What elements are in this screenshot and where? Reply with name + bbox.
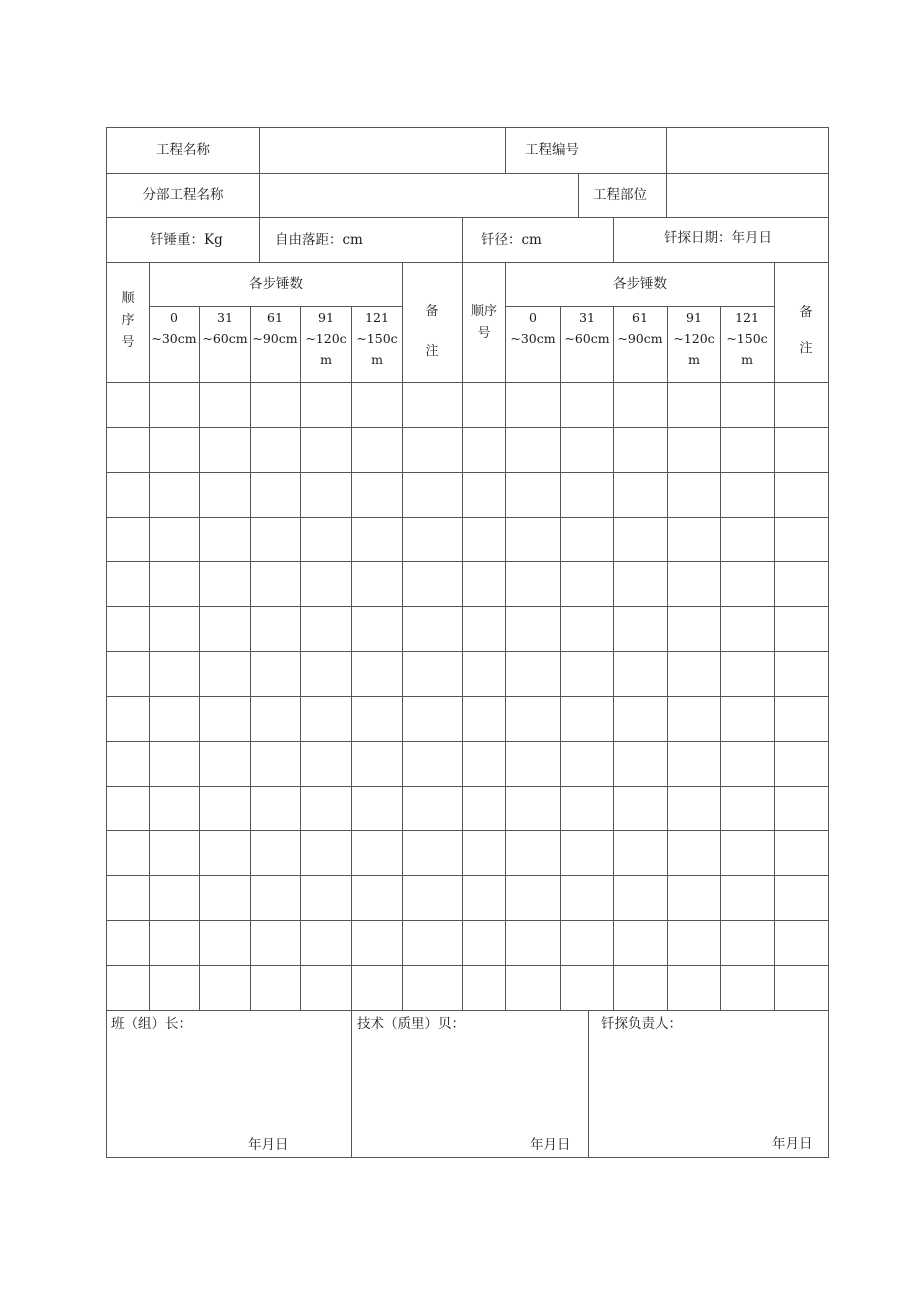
table-cell[interactable] xyxy=(150,428,198,471)
table-cell[interactable] xyxy=(251,697,299,740)
table-cell[interactable] xyxy=(614,876,666,919)
table-cell[interactable] xyxy=(463,697,504,740)
table-cell[interactable] xyxy=(721,876,773,919)
table-cell[interactable] xyxy=(668,652,719,695)
table-cell[interactable] xyxy=(352,518,401,560)
table-cell[interactable] xyxy=(668,742,719,785)
table-cell[interactable] xyxy=(614,383,666,426)
range-line: 0 xyxy=(170,310,178,325)
table-cell[interactable] xyxy=(721,831,773,874)
table-cell[interactable] xyxy=(200,966,249,1009)
table-cell[interactable] xyxy=(614,518,666,560)
table-cell[interactable] xyxy=(251,831,299,874)
table-cell[interactable] xyxy=(352,787,401,829)
table-cell[interactable] xyxy=(775,473,828,516)
table-cell[interactable] xyxy=(251,921,299,964)
table-cell[interactable] xyxy=(107,787,148,829)
table-cell[interactable] xyxy=(506,607,559,650)
table-cell[interactable] xyxy=(150,787,198,829)
left-blows-header: 各步锤数 xyxy=(249,276,303,292)
table-cell[interactable] xyxy=(506,518,559,560)
table-cell[interactable] xyxy=(614,652,666,695)
table-cell[interactable] xyxy=(614,607,666,650)
left-range-31-60 xyxy=(202,307,247,349)
table-cell[interactable] xyxy=(200,652,249,695)
table-cell[interactable] xyxy=(352,607,401,650)
table-cell[interactable] xyxy=(301,697,350,740)
table-cell[interactable] xyxy=(403,787,461,829)
table-cell[interactable] xyxy=(463,742,504,785)
table-cell[interactable] xyxy=(721,473,773,516)
table-cell[interactable] xyxy=(107,697,148,740)
table-cell[interactable] xyxy=(561,742,612,785)
left-seq-header xyxy=(121,288,134,354)
range-line: m xyxy=(688,352,700,367)
table-cell[interactable] xyxy=(561,473,612,516)
table-cell[interactable] xyxy=(403,966,461,1009)
rod-diameter-label: 钎径：cm xyxy=(481,232,542,248)
right-seq-header-line: 号 xyxy=(477,326,491,341)
project-number-field[interactable] xyxy=(668,129,827,171)
table-cell[interactable] xyxy=(200,607,249,650)
table-cell[interactable] xyxy=(352,876,401,919)
table-cell[interactable] xyxy=(775,742,828,785)
range-line: 61 xyxy=(632,310,648,325)
range-line: 121 xyxy=(735,310,759,325)
left-range-121-150 xyxy=(356,307,397,370)
range-line: 121 xyxy=(365,310,389,325)
table-cell[interactable] xyxy=(150,383,198,426)
table-cell[interactable] xyxy=(150,652,198,695)
table-cell[interactable] xyxy=(506,428,559,471)
table-cell[interactable] xyxy=(775,518,828,560)
table-cell[interactable] xyxy=(200,518,249,560)
table-cell[interactable] xyxy=(107,562,148,605)
table-cell[interactable] xyxy=(301,876,350,919)
range-line: 91 xyxy=(686,310,702,325)
table-cell[interactable] xyxy=(463,428,504,471)
range-line: 61 xyxy=(267,310,283,325)
project-name-field[interactable] xyxy=(261,129,504,171)
table-cell[interactable] xyxy=(301,742,350,785)
table-cell[interactable] xyxy=(506,473,559,516)
table-cell[interactable] xyxy=(251,966,299,1009)
left-seq-header-line: 号 xyxy=(121,335,135,350)
table-cell[interactable] xyxy=(352,921,401,964)
table-cell[interactable] xyxy=(561,518,612,560)
table-cell[interactable] xyxy=(200,562,249,605)
table-cell[interactable] xyxy=(561,921,612,964)
table-cell[interactable] xyxy=(561,831,612,874)
table-cell[interactable] xyxy=(150,518,198,560)
table-cell[interactable] xyxy=(561,966,612,1009)
range-line: ~30cm xyxy=(151,331,197,346)
project-name-label: 工程名称 xyxy=(156,142,210,158)
table-cell[interactable] xyxy=(561,607,612,650)
team-leader-date: 年月日 xyxy=(248,1137,289,1153)
table-cell[interactable] xyxy=(301,607,350,650)
table-cell[interactable] xyxy=(668,473,719,516)
table-cell[interactable] xyxy=(721,787,773,829)
table-cell[interactable] xyxy=(352,383,401,426)
table-cell[interactable] xyxy=(200,473,249,516)
table-cell[interactable] xyxy=(561,697,612,740)
table-cell[interactable] xyxy=(150,473,198,516)
right-range-61-90 xyxy=(617,307,662,349)
table-cell[interactable] xyxy=(403,562,461,605)
range-line: ~120c xyxy=(673,331,715,346)
table-cell[interactable] xyxy=(403,652,461,695)
table-cell[interactable] xyxy=(251,742,299,785)
table-cell[interactable] xyxy=(721,428,773,471)
table-cell[interactable] xyxy=(668,966,719,1009)
table-cell[interactable] xyxy=(463,787,504,829)
table-cell[interactable] xyxy=(561,652,612,695)
left-seq-header-line: 顺 xyxy=(121,291,135,306)
table-cell[interactable] xyxy=(251,383,299,426)
right-range-121-150 xyxy=(726,307,767,370)
table-cell[interactable] xyxy=(614,562,666,605)
left-remark-header-line: 备 xyxy=(425,304,439,319)
table-cell[interactable] xyxy=(200,787,249,829)
table-cell[interactable] xyxy=(506,921,559,964)
right-seq-header-line: 顺序 xyxy=(470,304,498,319)
table-cell[interactable] xyxy=(668,697,719,740)
table-cell[interactable] xyxy=(403,428,461,471)
left-remark-header xyxy=(425,292,438,372)
table-cell[interactable] xyxy=(506,697,559,740)
table-cell[interactable] xyxy=(775,966,828,1009)
table-cell[interactable] xyxy=(561,876,612,919)
table-cell[interactable] xyxy=(301,831,350,874)
table-cell[interactable] xyxy=(107,473,148,516)
table-cell[interactable] xyxy=(463,876,504,919)
table-cell[interactable] xyxy=(403,742,461,785)
table-cell[interactable] xyxy=(301,428,350,471)
table-cell[interactable] xyxy=(775,562,828,605)
table-cell[interactable] xyxy=(150,966,198,1009)
table-cell[interactable] xyxy=(775,831,828,874)
table-cell[interactable] xyxy=(775,607,828,650)
table-cell[interactable] xyxy=(614,831,666,874)
table-cell[interactable] xyxy=(775,697,828,740)
table-cell[interactable] xyxy=(463,562,504,605)
table-cell[interactable] xyxy=(614,697,666,740)
range-line: ~30cm xyxy=(510,331,556,346)
table-cell[interactable] xyxy=(614,428,666,471)
table-cell[interactable] xyxy=(352,473,401,516)
left-remark-header-line: 注 xyxy=(425,344,439,359)
table-cell[interactable] xyxy=(668,921,719,964)
table-cell[interactable] xyxy=(721,921,773,964)
range-line: ~120c xyxy=(305,331,347,346)
probe-date-label: 钎探日期：年月日 xyxy=(664,230,772,246)
table-cell[interactable] xyxy=(403,876,461,919)
right-remark-header-line: 注 xyxy=(799,341,813,356)
probe-record-form xyxy=(106,127,829,1158)
table-cell[interactable] xyxy=(301,966,350,1009)
table-cell[interactable] xyxy=(463,921,504,964)
technician-date: 年月日 xyxy=(530,1137,571,1153)
table-cell[interactable] xyxy=(352,697,401,740)
table-cell[interactable] xyxy=(352,966,401,1009)
table-cell[interactable] xyxy=(251,428,299,471)
table-cell[interactable] xyxy=(107,966,148,1009)
table-cell[interactable] xyxy=(775,383,828,426)
left-range-61-90 xyxy=(252,307,297,349)
table-cell[interactable] xyxy=(150,697,198,740)
range-line: ~150c xyxy=(726,331,768,346)
table-cell[interactable] xyxy=(200,742,249,785)
table-cell[interactable] xyxy=(352,562,401,605)
table-cell[interactable] xyxy=(301,921,350,964)
table-cell[interactable] xyxy=(506,966,559,1009)
table-cell[interactable] xyxy=(561,428,612,471)
table-cell[interactable] xyxy=(301,518,350,560)
table-cell[interactable] xyxy=(150,562,198,605)
table-cell[interactable] xyxy=(403,607,461,650)
table-cell[interactable] xyxy=(150,742,198,785)
range-line: ~60cm xyxy=(564,331,610,346)
table-cell[interactable] xyxy=(200,876,249,919)
table-cell[interactable] xyxy=(107,607,148,650)
table-cell[interactable] xyxy=(463,473,504,516)
table-cell[interactable] xyxy=(403,473,461,516)
table-cell[interactable] xyxy=(107,921,148,964)
range-line: 31 xyxy=(579,310,595,325)
table-cell[interactable] xyxy=(301,652,350,695)
range-line: 0 xyxy=(529,310,537,325)
table-cell[interactable] xyxy=(721,742,773,785)
technician-label: 技术（质里）贝： xyxy=(357,1016,465,1032)
range-line: m xyxy=(320,352,332,367)
table-cell[interactable] xyxy=(301,383,350,426)
table-cell[interactable] xyxy=(150,921,198,964)
table-cell[interactable] xyxy=(107,831,148,874)
table-cell[interactable] xyxy=(200,383,249,426)
table-cell[interactable] xyxy=(775,652,828,695)
left-range-91-120 xyxy=(305,307,346,370)
table-cell[interactable] xyxy=(150,876,198,919)
table-cell[interactable] xyxy=(668,787,719,829)
subproject-name-label: 分部工程名称 xyxy=(142,187,224,203)
table-cell[interactable] xyxy=(251,787,299,829)
table-cell[interactable] xyxy=(506,876,559,919)
table-cell[interactable] xyxy=(251,607,299,650)
table-cell[interactable] xyxy=(506,831,559,874)
table-cell[interactable] xyxy=(721,518,773,560)
table-cell[interactable] xyxy=(614,742,666,785)
table-cell[interactable] xyxy=(668,518,719,560)
table-cell[interactable] xyxy=(463,518,504,560)
project-part-field[interactable] xyxy=(668,175,827,216)
table-cell[interactable] xyxy=(352,428,401,471)
table-cell[interactable] xyxy=(352,652,401,695)
table-cell[interactable] xyxy=(301,562,350,605)
table-cell[interactable] xyxy=(352,831,401,874)
project-part-label: 工程部位 xyxy=(593,187,647,203)
table-cell[interactable] xyxy=(506,787,559,829)
subproject-name-field[interactable] xyxy=(261,175,577,216)
table-cell[interactable] xyxy=(403,697,461,740)
table-cell[interactable] xyxy=(200,428,249,471)
table-cell[interactable] xyxy=(463,383,504,426)
table-cell[interactable] xyxy=(251,652,299,695)
table-cell[interactable] xyxy=(721,652,773,695)
table-cell[interactable] xyxy=(403,518,461,560)
table-cell[interactable] xyxy=(463,966,504,1009)
table-cell[interactable] xyxy=(150,831,198,874)
table-cell[interactable] xyxy=(614,787,666,829)
table-cell[interactable] xyxy=(668,876,719,919)
table-cell[interactable] xyxy=(150,607,198,650)
right-remark-header xyxy=(799,295,812,367)
right-range-31-60 xyxy=(564,307,609,349)
table-cell[interactable] xyxy=(775,428,828,471)
table-cell[interactable] xyxy=(721,607,773,650)
table-cell[interactable] xyxy=(251,562,299,605)
table-cell[interactable] xyxy=(403,383,461,426)
table-cell[interactable] xyxy=(561,562,612,605)
table-cell[interactable] xyxy=(775,787,828,829)
table-cell[interactable] xyxy=(301,787,350,829)
right-range-0-30 xyxy=(510,307,555,349)
table-cell[interactable] xyxy=(200,697,249,740)
table-cell[interactable] xyxy=(668,562,719,605)
table-cell[interactable] xyxy=(775,876,828,919)
table-cell[interactable] xyxy=(614,921,666,964)
table-cell[interactable] xyxy=(561,383,612,426)
right-range-91-120 xyxy=(673,307,714,370)
range-line: ~60cm xyxy=(202,331,248,346)
probe-leader-date: 年月日 xyxy=(772,1136,813,1152)
hammer-weight-label: 钎锤重：Kg xyxy=(150,232,223,248)
table-cell[interactable] xyxy=(721,697,773,740)
table-cell[interactable] xyxy=(721,383,773,426)
table-cell[interactable] xyxy=(200,921,249,964)
table-cell[interactable] xyxy=(200,831,249,874)
table-cell[interactable] xyxy=(506,742,559,785)
table-cell[interactable] xyxy=(668,831,719,874)
project-number-label: 工程编号 xyxy=(525,142,579,158)
table-cell[interactable] xyxy=(463,607,504,650)
table-cell[interactable] xyxy=(506,562,559,605)
range-line: ~150c xyxy=(356,331,398,346)
team-leader-label: 班（组）长： xyxy=(111,1016,192,1032)
table-cell[interactable] xyxy=(251,473,299,516)
right-seq-header xyxy=(471,301,497,345)
table-cell[interactable] xyxy=(352,742,401,785)
table-cell[interactable] xyxy=(301,473,350,516)
left-seq-header-line: 序 xyxy=(121,313,135,328)
table-cell[interactable] xyxy=(506,652,559,695)
table-cell[interactable] xyxy=(668,428,719,471)
range-line: ~90cm xyxy=(617,331,663,346)
table-cell[interactable] xyxy=(463,652,504,695)
table-cell[interactable] xyxy=(107,518,148,560)
table-cell[interactable] xyxy=(506,383,559,426)
table-cell[interactable] xyxy=(668,607,719,650)
table-cell[interactable] xyxy=(775,921,828,964)
table-cell[interactable] xyxy=(403,831,461,874)
range-line: ~90cm xyxy=(252,331,298,346)
table-cell[interactable] xyxy=(107,652,148,695)
range-line: m xyxy=(371,352,383,367)
range-line: 91 xyxy=(318,310,334,325)
table-cell[interactable] xyxy=(463,831,504,874)
table-cell[interactable] xyxy=(107,428,148,471)
table-cell[interactable] xyxy=(614,473,666,516)
table-cell[interactable] xyxy=(668,383,719,426)
table-cell[interactable] xyxy=(107,876,148,919)
table-cell[interactable] xyxy=(614,966,666,1009)
right-blows-header: 各步锤数 xyxy=(613,276,667,292)
table-cell[interactable] xyxy=(403,921,461,964)
table-cell[interactable] xyxy=(107,383,148,426)
table-cell[interactable] xyxy=(721,966,773,1009)
table-cell[interactable] xyxy=(107,742,148,785)
table-cell[interactable] xyxy=(721,562,773,605)
left-range-0-30 xyxy=(151,307,196,349)
free-fall-label: 自由落距：cm xyxy=(275,232,363,248)
probe-leader-label: 钎探负责人： xyxy=(601,1016,682,1032)
range-line: 31 xyxy=(217,310,233,325)
right-remark-header-line: 备 xyxy=(799,305,813,320)
table-cell[interactable] xyxy=(251,876,299,919)
table-cell[interactable] xyxy=(561,787,612,829)
range-line: m xyxy=(741,352,753,367)
table-cell[interactable] xyxy=(251,518,299,560)
